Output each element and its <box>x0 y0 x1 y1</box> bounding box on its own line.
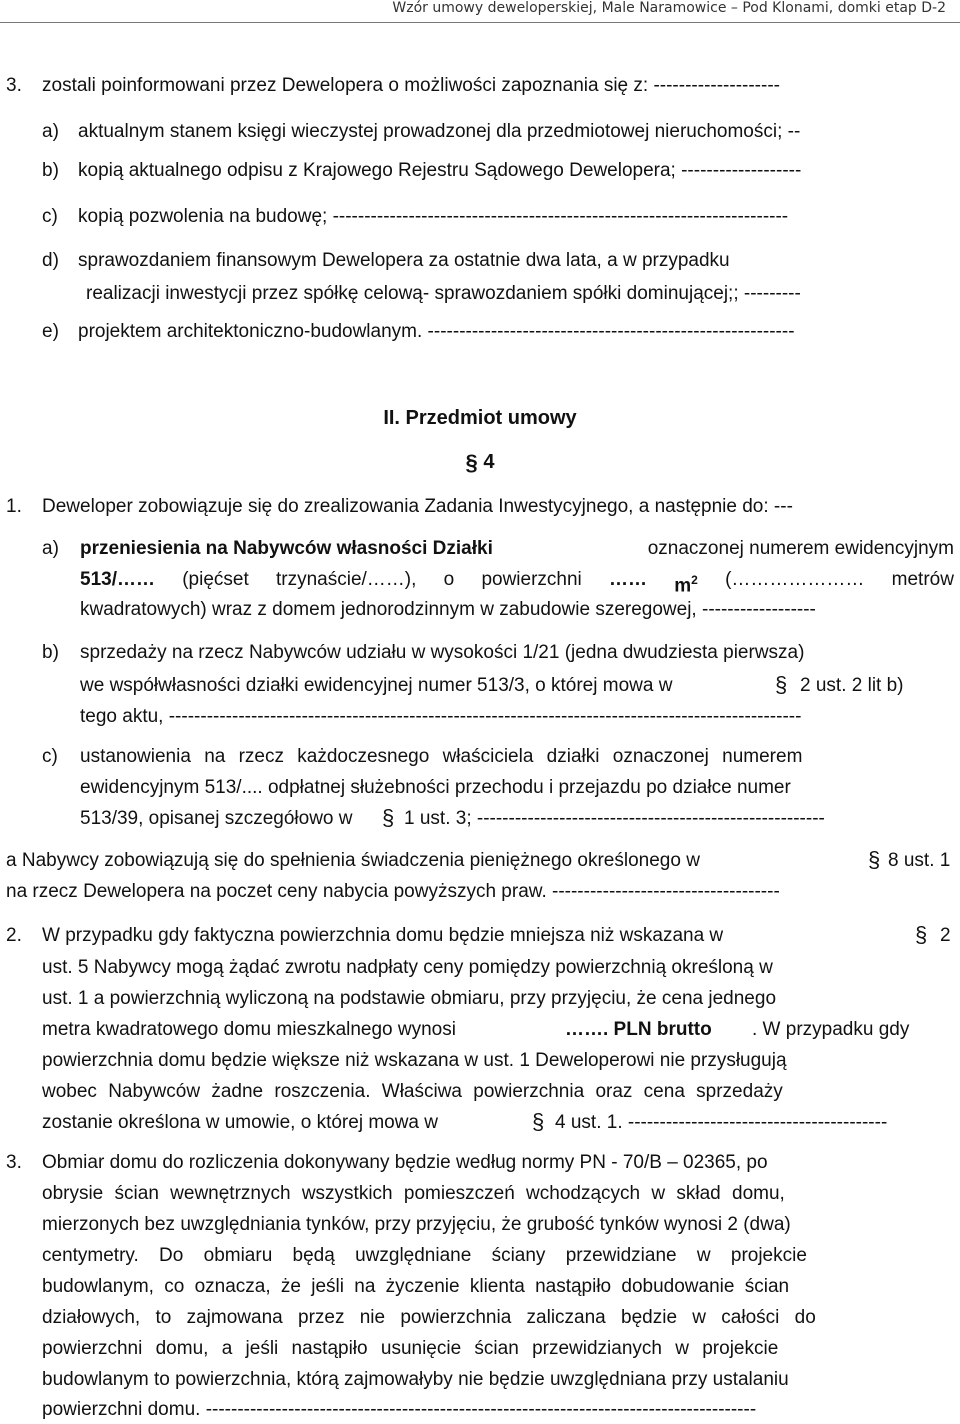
item-text: aktualnym stanem księgi wieczystej prowadzonej dla przedmiotowej nieruchomości; -- <box>78 121 801 142</box>
item-text: sprzedaży na rzecz Nabywców udziału w wysokości 1/21 (jedna dwudziesta pierwsza) <box>80 642 805 663</box>
list-item <box>0 493 960 521</box>
text-line: obrysie ścian wewnętrznych wszystkich pomieszczeń wchodzących w skład domu, <box>42 1183 785 1204</box>
text-line: kwadratowych) wraz z domem jednorodzinnym w zabudowie szeregowej, ------------------ <box>80 599 816 620</box>
section-sign-icon: § <box>382 805 395 830</box>
text-line: wobec Nabywców żadne roszczenia. Właściwa powierzchnia oraz cena sprzedaży <box>42 1081 783 1102</box>
text-line: we współwłasności działki ewidencyjnej numer 513/3, o której mowa w § 2 ust. 2 lit b) <box>80 672 904 697</box>
item-text: Obmiar domu do rozliczenia dokonywany będzie według normy PN - 70/B – 02365, po <box>42 1152 768 1173</box>
item-text: kopią pozwolenia na budowę; ------------------------------------------------------------------------ <box>78 206 789 227</box>
text-line: centymetry. Do obmiaru będą uwzględniane ściany przewidziane w projekcie <box>42 1245 807 1266</box>
item-letter: b) <box>42 160 59 181</box>
section-sign-icon: § <box>775 672 788 697</box>
item-text: oznaczonej numerem ewidencyjnym <box>647 538 954 559</box>
section-title: II. Przedmiot umowy <box>383 407 577 429</box>
item-text-bold: przeniesienia na Nabywców własności Działki <box>80 538 493 559</box>
text-line: 513/…… (pięćset trzynaście/……), o powierzchni …… $m^2$ (………………… metrów <box>80 569 954 597</box>
list-item <box>0 118 960 146</box>
text-line: 513/39, opisanej szczegółowo w § 1 ust. 3; ------------------------------------------------------- <box>80 805 825 830</box>
text-line: powierzchni domu. --------------------------------------------------------------------------------------- <box>42 1399 757 1420</box>
list-item <box>0 157 960 185</box>
item-text: zostali poinformowani przez Dewelopera o możliwości zapoznania się z: -------------------- <box>42 75 780 96</box>
item-letter: b) <box>42 642 59 663</box>
list-item <box>0 1149 960 1177</box>
list-item <box>0 639 960 667</box>
item-text: realizacji inwestycji przez spółkę celową- sprawozdaniem spółki dominującej;; --------- <box>86 283 801 304</box>
item-text: kopią aktualnego odpisu z Krajowego Rejestru Sądowego Dewelopera; ------------------- <box>78 160 802 181</box>
item-text: W przypadku gdy faktyczna powierzchnia domu będzie mniejsza niż wskazana w <box>42 925 724 946</box>
section-sign-icon: § <box>465 449 478 475</box>
text-line: metra kwadratowego domu mieszkalnego wynosi ……. PLN brutto . W przypadku gdy <box>42 1019 910 1040</box>
text-line: powierzchni domu, a jeśli nastąpiło usunięcie ścian przewidzianych w projekcie <box>42 1338 779 1359</box>
list-item <box>0 280 960 308</box>
text-line: tego aktu, ---------------------------------------------------------------------------------------------------- <box>80 706 802 727</box>
item-letter: e) <box>42 321 59 342</box>
item-number: 3. <box>6 1152 22 1173</box>
section-sign-icon: § <box>868 847 881 872</box>
item-text: ustanowienia na rzecz każdoczesnego właściciela działki oznaczonej numerem <box>80 746 803 767</box>
text-line: na rzecz Dewelopera na poczet ceny nabycia powyższych praw. ------------------------------------ <box>6 881 780 902</box>
paragraph-number: 4 <box>483 451 495 473</box>
paragraph-heading <box>0 448 960 477</box>
text-line: budowlanym to powierzchnia, którą zajmowałyby nie będzie uwzględniana przy ustalaniu <box>42 1369 789 1390</box>
item-letter: c) <box>42 206 58 227</box>
list-item: 2. W przypadku gdy faktyczna powierzchnia domu będzie mniejsza niż wskazana w § 2 <box>0 922 960 950</box>
text-line: działowych, to zajmowana przez nie powierzchnia zaliczana będzie w całości do <box>42 1307 816 1328</box>
list-item <box>0 743 960 771</box>
item-number: 2. <box>6 925 22 946</box>
text-line: ust. 1 a powierzchnią wyliczoną na podstawie obmiaru, przy przyjęciu, że cena jednego <box>42 988 777 1009</box>
item-number: 1. <box>6 496 22 517</box>
item-text: sprawozdaniem finansowym Dewelopera za ostatnie dwa lata, a w przypadku <box>78 250 730 271</box>
list-item <box>0 72 960 100</box>
page-header: Wzór umowy deweloperskiej, Male Naramowice – Pod Klonami, domki etap D-2 <box>392 0 946 16</box>
text-line: mierzonych bez uwzględniania tynków, przy przyjęciu, że grubość tynków wynosi 2 (dwa) <box>42 1214 791 1235</box>
header-rule <box>0 22 960 23</box>
text-line: zostanie określona w umowie, o której mowa w § 4 ust. 1. ----------------------------------------- <box>42 1109 888 1134</box>
text-line: powierzchnia domu będzie większe niż wskazana w ust. 1 Deweloperowi nie przysługują <box>42 1050 787 1071</box>
section-sign-icon: § <box>915 922 928 947</box>
item-letter: c) <box>42 746 58 767</box>
item-letter: d) <box>42 250 59 271</box>
item-text: projektem architektoniczno-budowlanym. ---------------------------------------------------------- <box>78 321 795 342</box>
list-item <box>0 247 960 275</box>
text-line: ewidencyjnym 513/.... odpłatnej służebności przechodu i przejazdu po działce numer <box>80 777 791 798</box>
text-line: budowlanym, co oznacza, że jeśli na życzenie klienta nastąpiło dobudowanie ścian <box>42 1276 790 1297</box>
item-text: Deweloper zobowiązuje się do zrealizowania Zadania Inwestycyjnego, a następnie do: --- <box>42 496 793 517</box>
list-item <box>0 203 960 231</box>
item-letter: a) <box>42 538 59 559</box>
item-letter: a) <box>42 121 59 142</box>
item-number: 3. <box>6 75 22 96</box>
text-line: a Nabywcy zobowiązują się do spełnienia świadczenia pieniężnego określonego w § 8 ust. 1 <box>6 847 951 872</box>
list-item <box>0 318 960 346</box>
list-item <box>0 535 960 563</box>
section-sign-icon: § <box>532 1109 545 1134</box>
text-line: ust. 5 Nabywcy mogą żądać zwrotu nadpłaty ceny pomiędzy powierzchnią określoną w <box>42 957 773 978</box>
